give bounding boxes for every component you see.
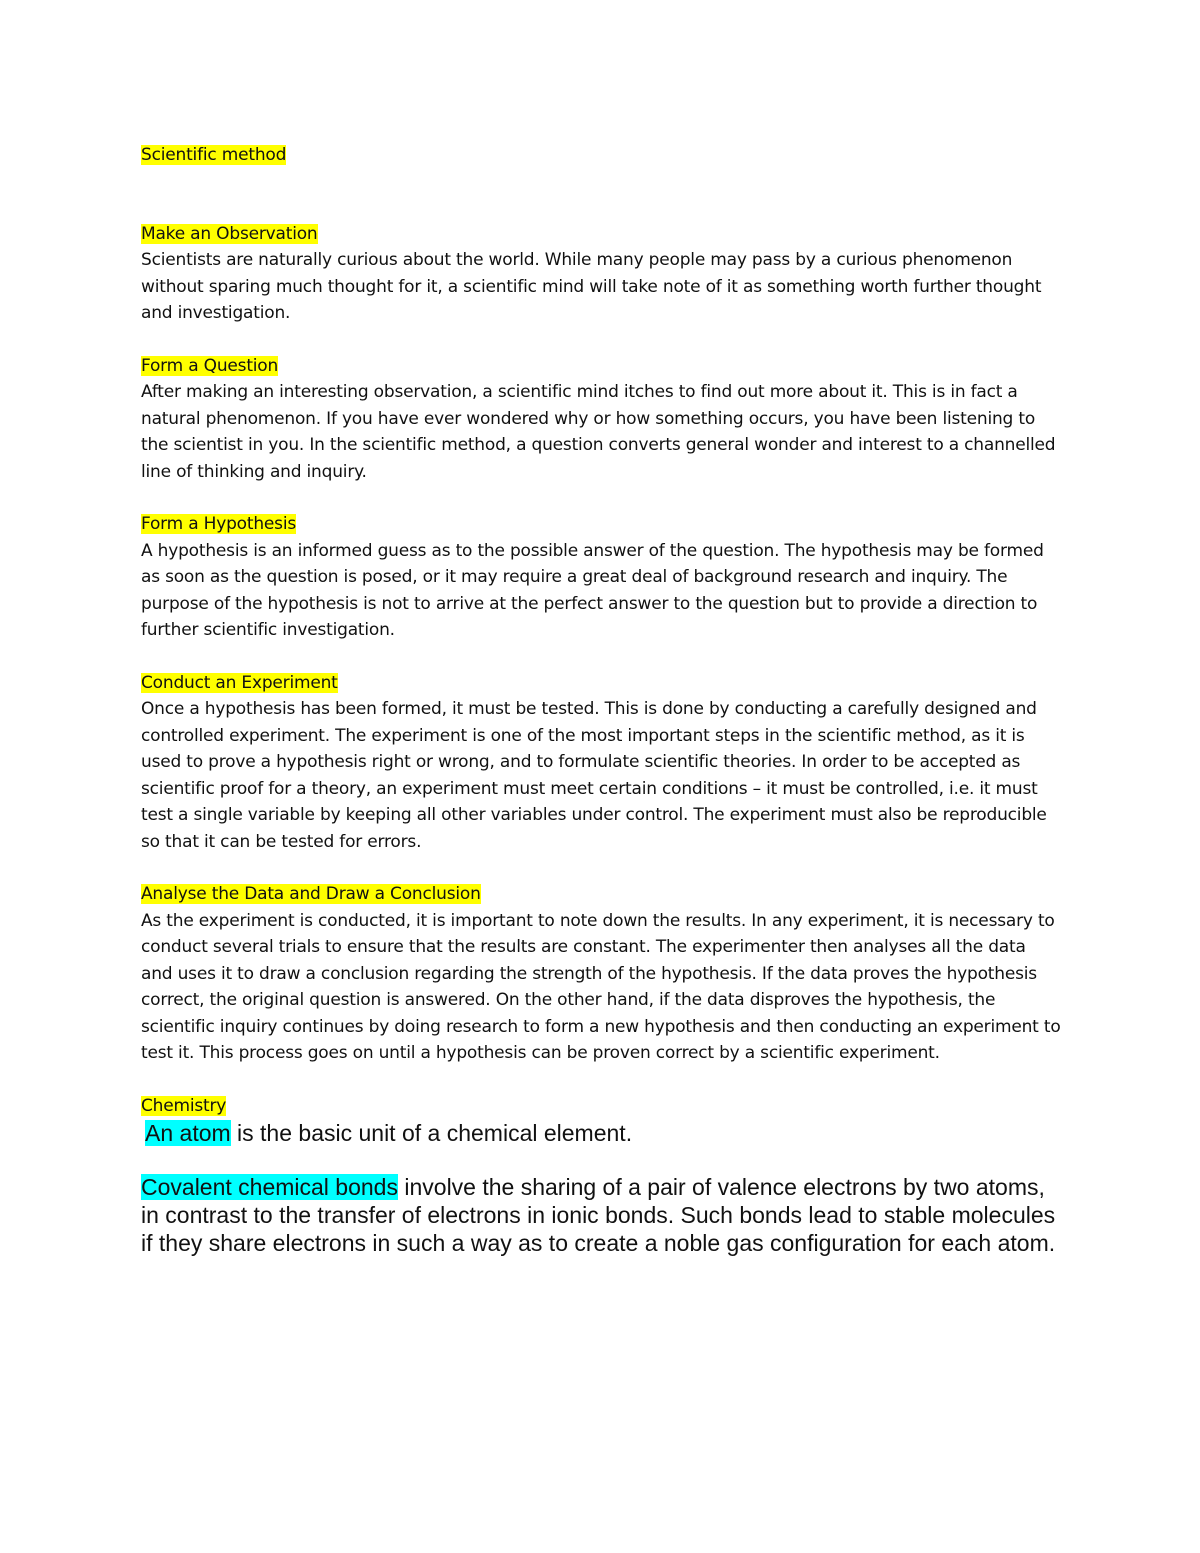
definition-text: involve the sharing of a pair of valence electrons by two atoms, in contrast to the transfer of electrons in ionic bonds. Such bonds lead to stable molecules if they share electrons in such a way as to create a noble gas configuration for each atom. bbox=[141, 1174, 1056, 1256]
document-title bbox=[141, 142, 1061, 169]
covalent-bond-definition bbox=[141, 1173, 1061, 1257]
heading-highlight: Form a Hypothesis bbox=[141, 514, 297, 534]
section-body: Once a hypothesis has been formed, it must be tested. This is done by conducting a carefully designed and controlled experiment. The experiment is one of the most important steps in the scientific method, as it is used to prove a hypothesis right or wrong, and to formulate scientific theories. In order to be accepted as scientific proof for a theory, an experiment must meet certain conditions – it must be controlled, i.e. it must test a single variable by keeping all other variables under control. The experiment must also be reproducible so that it can be tested for errors. bbox=[141, 699, 1047, 852]
section-body: As the experiment is conducted, it is important to note down the results. In any experiment, it is necessary to conduct several trials to ensure that the results are constant. The experimenter then analyses all the data and uses it to draw a conclusion regarding the strength of the hypothesis. If the data proves the hypothesis correct, the original question is answered. On the other hand, if the data disproves the hypothesis, the scientific inquiry continues by doing research to form a new hypothesis and then conducting an experiment to test it. This process goes on until a hypothesis can be proven correct by a scientific experiment. bbox=[141, 910, 1061, 1063]
term-highlight: Covalent chemical bonds bbox=[141, 1174, 398, 1200]
heading-highlight: Conduct an Experiment bbox=[141, 672, 338, 693]
title-highlight: Scientific method bbox=[141, 145, 287, 165]
term-highlight: An atom bbox=[145, 1120, 231, 1146]
section-body: A hypothesis is an informed guess as to the possible answer of the question. The hypothesis may be formed as soon as the question is posed, or it may require a great deal of background research and inquiry. The purpose of the hypothesis is not to arrive at the perfect answer to the question but to provide a direction to further scientific investigation. bbox=[141, 540, 1044, 640]
heading-highlight: Chemistry bbox=[141, 1095, 227, 1116]
section-heading bbox=[141, 353, 1061, 380]
section-chemistry bbox=[141, 1093, 1061, 1258]
section-body: Scientists are naturally curious about the world. While many people may pass by a curious phenomenon without sparing much thought for it, a scientific mind will take note of it as something worth further thought and investigation. bbox=[141, 250, 1042, 323]
heading-highlight: Make an Observation bbox=[141, 223, 318, 244]
definition-text: is the basic unit of a chemical element. bbox=[230, 1120, 633, 1146]
section-analyse-the-data bbox=[141, 881, 1061, 1067]
section-body: After making an interesting observation, a scientific mind itches to find out more about it. This is in fact a natural phenomenon. If you have ever wondered why or how something occurs, you have been listening to the scientist in you. In the scientific method, a question converts general wonder and interest to a channelled line of thinking and inquiry. bbox=[141, 382, 1056, 482]
section-heading bbox=[141, 1093, 1061, 1120]
section-make-an-observation bbox=[141, 221, 1061, 327]
section-conduct-an-experiment bbox=[141, 670, 1061, 856]
section-heading bbox=[141, 511, 1061, 538]
document-body bbox=[141, 142, 1061, 1257]
section-form-a-question bbox=[141, 353, 1061, 486]
heading-highlight: Analyse the Data and Draw a Conclusion bbox=[141, 884, 481, 904]
section-heading bbox=[141, 221, 1061, 248]
heading-highlight: Form a Question bbox=[141, 355, 279, 376]
section-heading bbox=[141, 670, 1061, 697]
section-form-a-hypothesis bbox=[141, 511, 1061, 644]
section-heading bbox=[141, 881, 1061, 908]
atom-definition bbox=[141, 1119, 1061, 1147]
